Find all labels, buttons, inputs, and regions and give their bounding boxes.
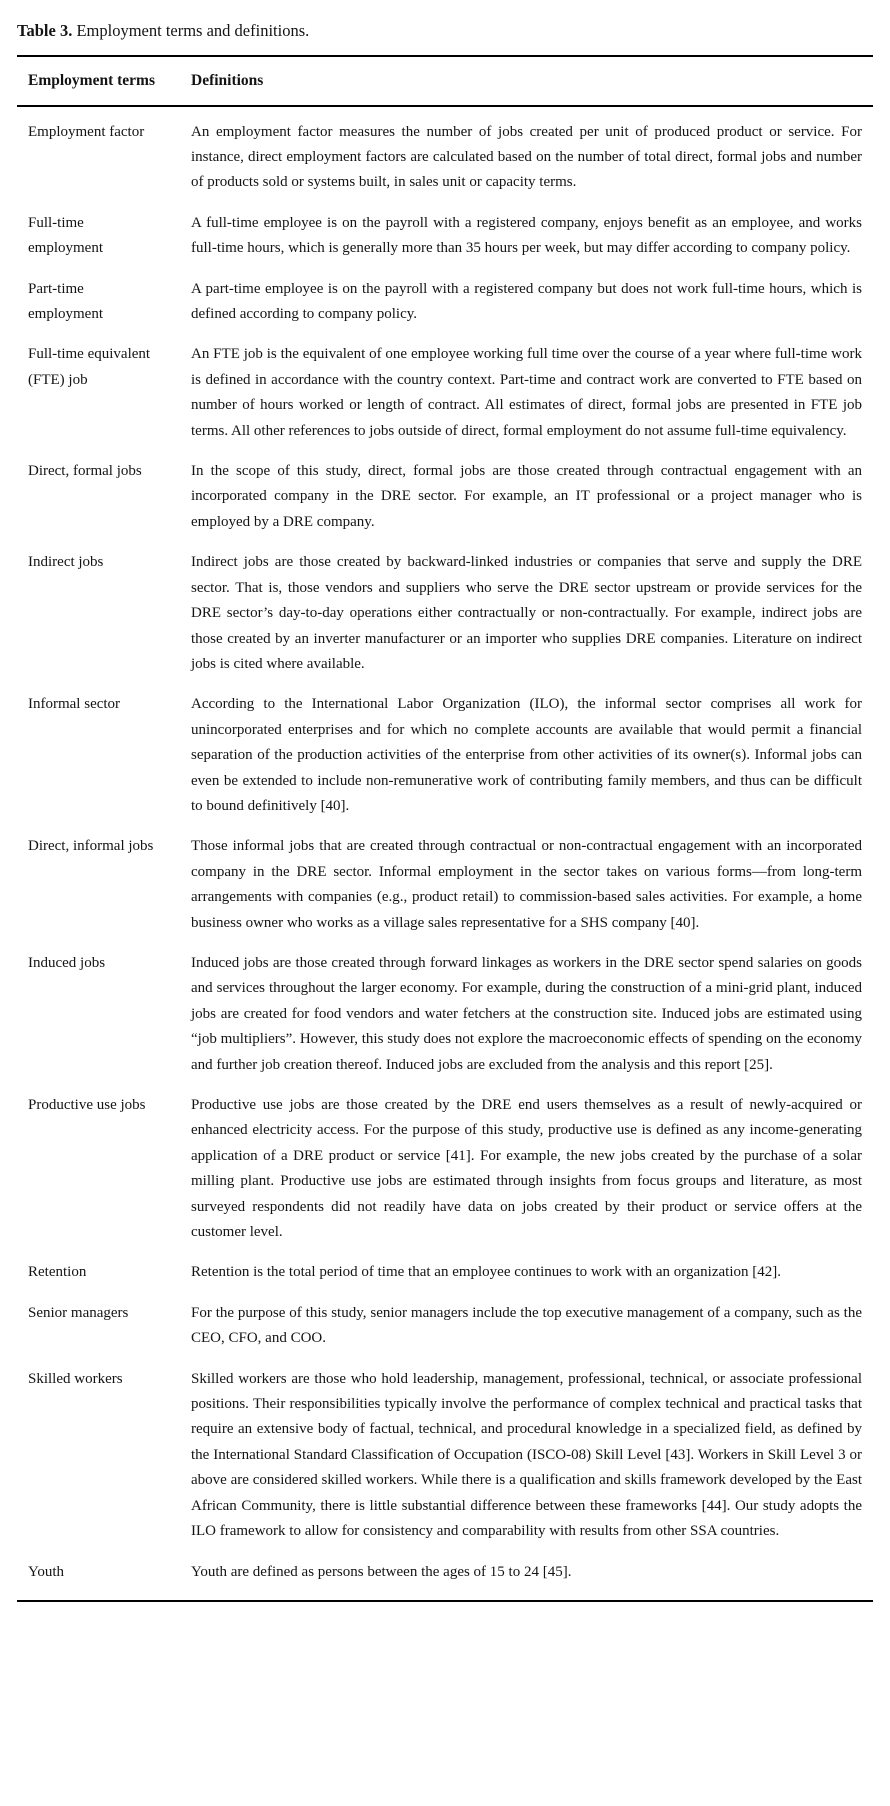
definition-cell: Those informal jobs that are created through contractual or non-contractual engagement with an incorporated company in the DRE sector. Informal employment in the sector takes on various forms—from long-term arrangements with companies (e.g., product retail) to commission-based sales activities. For example, a home business owner who works as a village sales representative for a SHS company [40]. — [191, 838, 862, 931]
table-row — [17, 1301, 873, 1352]
table-row — [17, 951, 873, 1078]
definition-cell: Indirect jobs are those created by backward-linked industries or companies that serve and supply the DRE sector. That is, those vendors and suppliers who serve the DRE sector upstream or provide services for the DRE sector’s day-to-day operations either contractually or non-contractually. For example, indirect jobs are those created by an inverter manufacturer or an importer who supplies DRE companies. Literature on indirect jobs is cited where available. — [191, 554, 862, 672]
term-cell: Direct, formal jobs — [28, 463, 142, 480]
term-cell: Youth — [28, 1563, 64, 1580]
table-row — [17, 1560, 873, 1585]
definition-cell: An employment factor measures the number of jobs created per unit of produced product or service. For instance, direct employment factors are calculated based on the number of total direct, formal jobs and number of products sold or systems built, in sales unit or capacity terms. — [191, 123, 862, 191]
term-cell: Indirect jobs — [28, 554, 104, 571]
table-row — [17, 550, 873, 677]
table-caption — [17, 20, 873, 42]
table-row — [17, 342, 873, 444]
column-header-definitions: Definitions — [191, 72, 264, 89]
term-cell: Part-time employment — [28, 280, 103, 323]
definition-cell: In the scope of this study, direct, formal jobs are those created through contractual engagement with an incorporated company in the DRE sector. For example, an IT professional or a project manager who is employed by a DRE company. — [191, 463, 862, 530]
table-row — [17, 692, 873, 819]
table-body — [17, 107, 873, 1585]
table-row — [17, 211, 873, 262]
table-header-row — [17, 57, 873, 105]
definition-cell: A full-time employee is on the payroll with a registered company, enjoys benefit as an employee, and works full-time hours, which is generally more than 35 hours per week, but may differ according to company policy. — [191, 214, 862, 257]
definition-cell: Productive use jobs are those created by the DRE end users themselves as a result of newly-acquired or enhanced electricity access. For the purpose of this study, productive use is defined as any income-generating application of a DRE product or service [41]. For example, the new jobs created by the purchase of a solar milling plant. Productive use jobs are estimated through insights from focus groups and literature, as most surveyed respondents did not readily have data on jobs created by their product or service offers at the customer level. — [191, 1097, 862, 1241]
term-cell: Skilled workers — [28, 1370, 123, 1387]
definition-cell: For the purpose of this study, senior managers include the top executive management of a company, such as the CEO, CFO, and COO. — [191, 1304, 862, 1347]
definition-cell: Induced jobs are those created through forward linkages as workers in the DRE sector spend salaries on goods and services throughout the larger economy. For example, during the construction of a mini-grid plant, induced jobs are created for food vendors and water fetchers at the construction site. Induced jobs are estimated using “job multipliers”. However, this study does not explore the macroeconomic effects of spending on the economy and further job creation thereof. Induced jobs are excluded from the analysis and this report [25]. — [191, 954, 862, 1073]
term-cell: Employment factor — [28, 123, 145, 140]
table-row — [17, 834, 873, 936]
table-caption-label: Table 3. — [17, 21, 73, 40]
definition-cell: A part-time employee is on the payroll with a registered company but does not work full-time hours, which is defined according to company policy. — [191, 280, 862, 323]
term-cell: Induced jobs — [28, 954, 106, 971]
definition-cell: An FTE job is the equivalent of one employee working full time over the course of a year where full-time work is defined in accordance with the country context. Part-time and contract work are converted to FTE based on number of hours worked or length of contract. All estimates of direct, formal jobs are presented in FTE job terms. All other references to jobs outside of direct, formal employment do not assume full-time equivalency. — [191, 346, 862, 439]
definition-cell: According to the International Labor Organization (ILO), the informal sector comprises all work for unincorporated enterprises and for which no complete accounts are available that would permit a financial separation of the production activities of the enterprise from other activities of its owner(s). Informal jobs can even be extended to include non-remunerative work of contributing family members, and thus can be difficult to bound definitively [40]. — [191, 696, 862, 814]
column-header-employment-terms: Employment terms — [28, 72, 155, 89]
table-row — [17, 277, 873, 328]
definition-cell: Youth are defined as persons between the ages of 15 to 24 [45]. — [191, 1563, 572, 1580]
term-cell: Full-time equivalent (FTE) job — [28, 346, 151, 388]
term-cell: Senior managers — [28, 1304, 129, 1321]
table-caption-text: Employment terms and definitions. — [72, 21, 310, 40]
table-row — [17, 459, 873, 535]
table-row — [17, 1093, 873, 1245]
table-row — [17, 1367, 873, 1545]
definition-cell: Retention is the total period of time that an employee continues to work with an organization [42]. — [191, 1264, 781, 1281]
term-cell: Full-time employment — [28, 214, 103, 257]
table-row — [17, 120, 873, 196]
term-cell: Informal sector — [28, 696, 121, 713]
definition-cell: Skilled workers are those who hold leadership, management, professional, technical, or associate professional positions. Their responsibilities typically involve the performance of complex technical and practical tasks that require an extensive body of factual, technical, and procedural knowledge in a specialized field, as defined by the International Standard Classification of Occupation (ISCO-08) Skill Level [43]. Workers in Skill Level 3 or above are considered skilled workers. While there is a qualification and skills framework developed by the East African Community, there is little substantial difference between these frameworks [44]. Our study adopts the ILO framework to allow for consistency and comparability with results from other SSA countries. — [191, 1370, 862, 1540]
term-cell: Direct, informal jobs — [28, 838, 154, 855]
table-row — [17, 1260, 873, 1285]
term-cell: Retention — [28, 1264, 87, 1281]
term-cell: Productive use jobs — [28, 1097, 146, 1113]
table-bottom-rule — [17, 1600, 873, 1602]
